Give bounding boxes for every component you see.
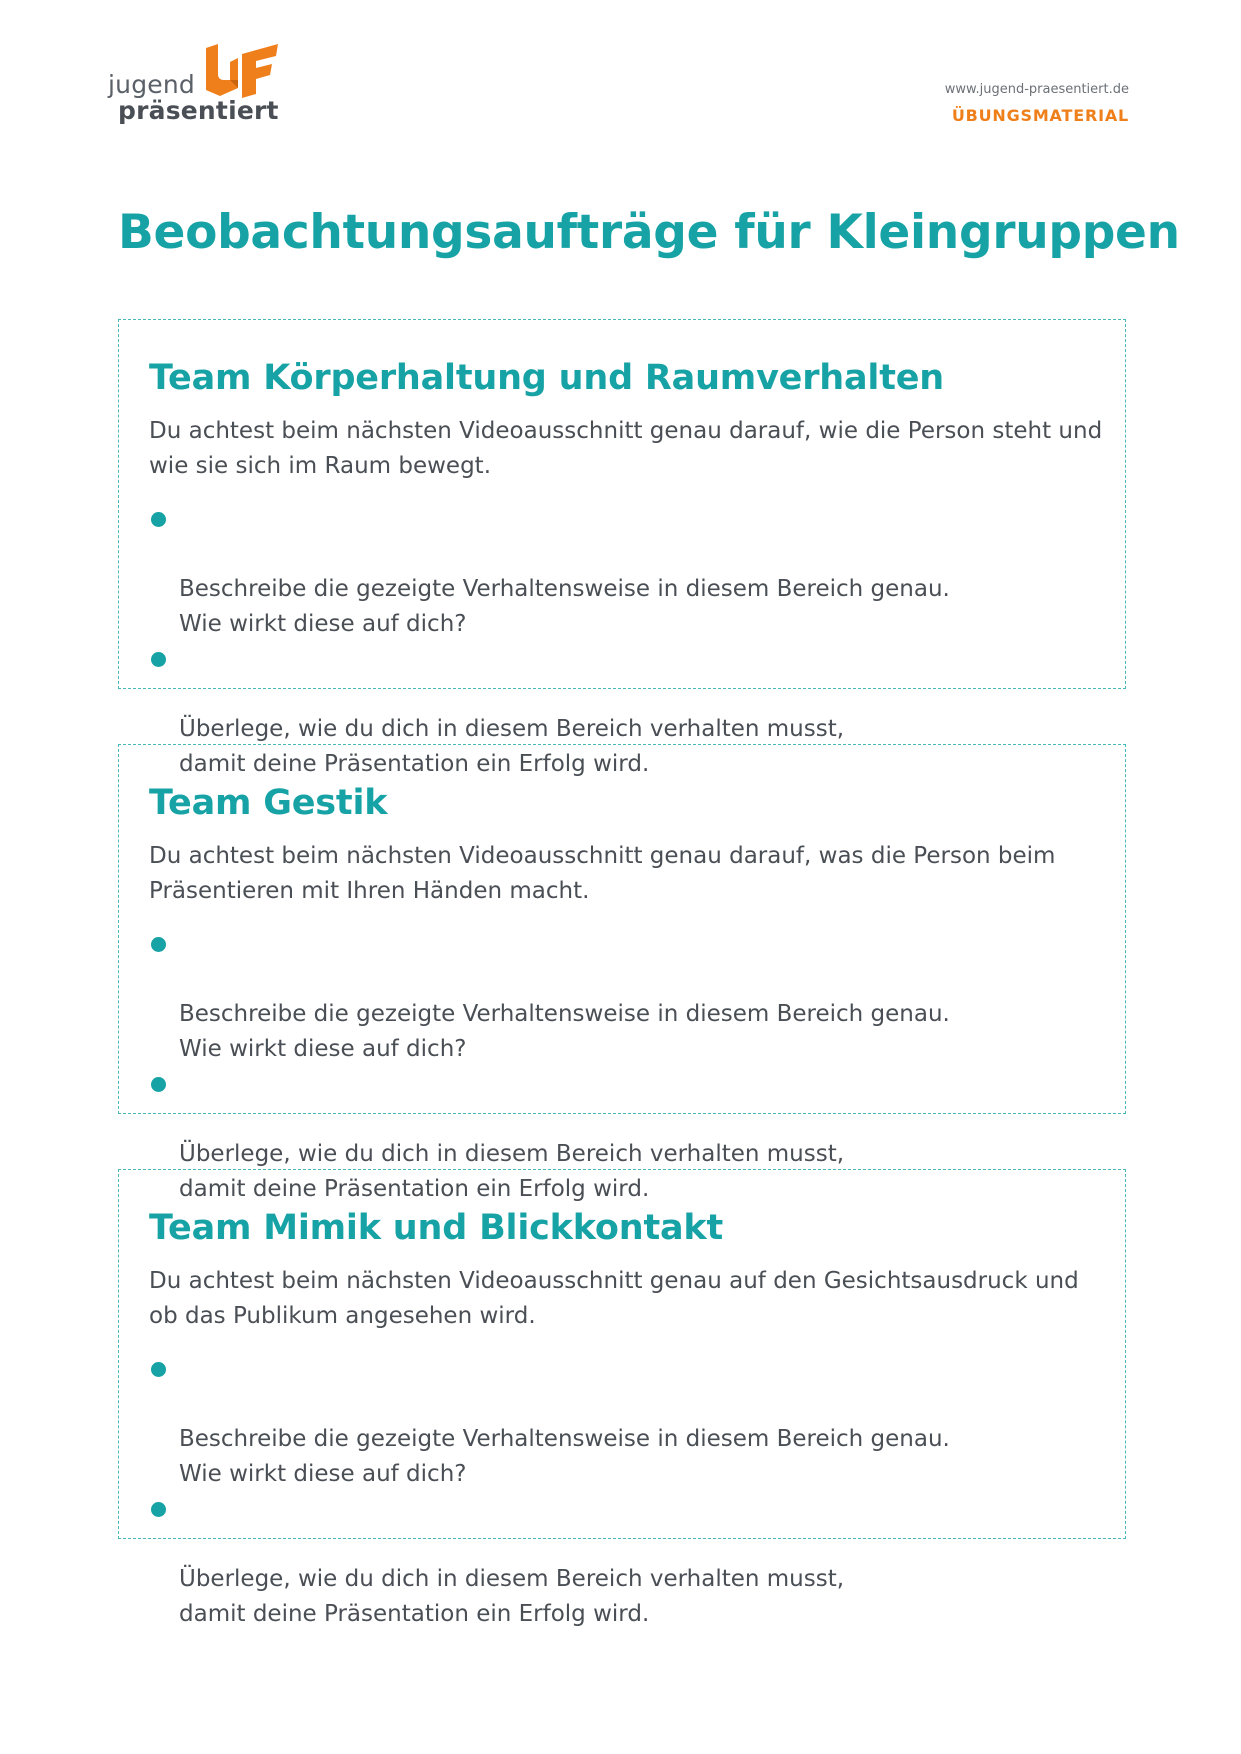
task-list [149, 927, 1101, 1207]
task-list [149, 502, 1101, 782]
brand-logo [108, 44, 288, 134]
list-item [149, 927, 1101, 1067]
material-label: ÜBUNGSMATERIAL [951, 106, 1129, 125]
card-title: Team Körperhaltung und Raumverhalten [149, 358, 944, 398]
list-item-text: Beschreibe die gezeigte Verhaltensweise in diesem Bereich genau. Wie wirkt diese auf dich? [179, 576, 950, 637]
page-title: Beobachtungsaufträge für Kleingruppen [118, 205, 1180, 260]
bullet-dot-icon [151, 1502, 166, 1517]
logo-mark-icon [200, 44, 282, 104]
task-card-mimik [118, 1169, 1126, 1627]
site-url: www.jugend-praesentiert.de [944, 82, 1129, 97]
list-item [149, 1352, 1101, 1492]
task-card-koerperhaltung [118, 319, 1126, 777]
bullet-dot-icon [151, 652, 166, 667]
bullet-dot-icon [151, 512, 166, 527]
list-item-text: Beschreibe die gezeigte Verhaltensweise in diesem Bereich genau. Wie wirkt diese auf dich? [179, 1426, 950, 1487]
header-meta [945, 82, 1129, 126]
list-item-text: Überlege, wie du dich in diesem Bereich verhalten musst, damit deine Präsentation ein Erfolg wird. [179, 716, 845, 777]
task-list [149, 1352, 1101, 1632]
card-intro: Du achtest beim nächsten Videoausschnitt genau darauf, wie die Person steht und wie sie sich im Raum bewegt. [149, 418, 1103, 479]
list-item-text: Überlege, wie du dich in diesem Bereich verhalten musst, damit deine Präsentation ein Erfolg wird. [179, 1566, 845, 1627]
bullet-dot-icon [151, 1362, 166, 1377]
card-intro: Du achtest beim nächsten Videoausschnitt genau darauf, was die Person beim Präsentieren mit Ihren Händen macht. [149, 843, 1056, 904]
card-intro: Du achtest beim nächsten Videoausschnitt genau auf den Gesichtsausdruck und ob das Publikum angesehen wird. [149, 1268, 1079, 1329]
list-item-text: Überlege, wie du dich in diesem Bereich verhalten musst, damit deine Präsentation ein Erfolg wird. [179, 1141, 845, 1202]
bullet-dot-icon [151, 1077, 166, 1092]
card-title: Team Mimik und Blickkontakt [149, 1208, 724, 1248]
bullet-dot-icon [151, 937, 166, 952]
logo-text-praesentiert: präsentiert [118, 96, 279, 125]
card-title: Team Gestik [149, 783, 388, 823]
list-item [149, 1492, 1101, 1632]
list-item-text: Beschreibe die gezeigte Verhaltensweise in diesem Bereich genau. Wie wirkt diese auf dich? [179, 1001, 950, 1062]
logo-text-jugend: jugend [108, 70, 195, 99]
list-item [149, 502, 1101, 642]
task-card-gestik [118, 744, 1126, 1202]
